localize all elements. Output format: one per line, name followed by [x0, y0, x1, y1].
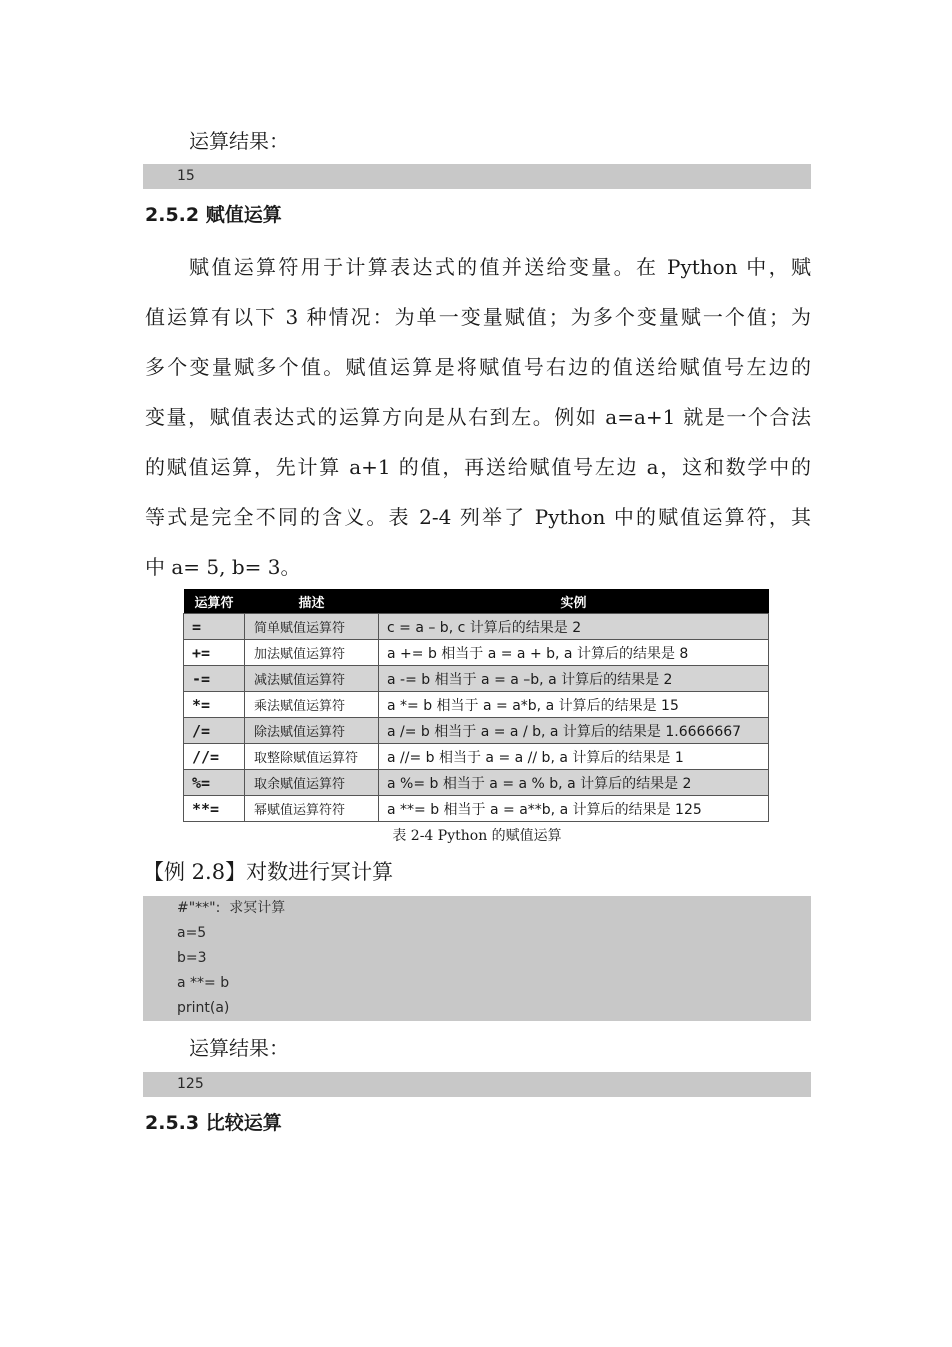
- section-heading: 2.5.2 赋值运算: [145, 204, 282, 226]
- operator-cell: *=: [184, 692, 245, 718]
- example-cell: a -= b 相当于 a = a –b, a 计算后的结果是 2: [379, 666, 769, 692]
- table-row: [184, 770, 769, 796]
- code-line: b=3: [177, 950, 207, 966]
- operator-cell: **=: [184, 796, 245, 822]
- paragraph-line: 值运算有以下 3 种情况：为单一变量赋值；为多个变量赋一个值；为: [145, 305, 811, 329]
- description-cell: 减法赋值运算符: [245, 666, 379, 692]
- table-row: [184, 614, 769, 640]
- result-output-line: 125: [177, 1076, 204, 1092]
- table-row: [184, 744, 769, 770]
- example-cell: c = a – b, c 计算后的结果是 2: [379, 614, 769, 640]
- code-line: a=5: [177, 925, 207, 941]
- example-cell: a /= b 相当于 a = a / b, a 计算后的结果是 1.6666667: [379, 718, 769, 744]
- code-line: a **= b: [177, 975, 230, 991]
- header-operator: 运算符: [184, 589, 245, 614]
- section-heading: 2.5.3 比较运算: [145, 1112, 282, 1134]
- table-row: [184, 666, 769, 692]
- paragraph-line: 赋值运算符用于计算表达式的值并送给变量。在 Python 中，赋: [189, 255, 811, 279]
- example-cell: a *= b 相当于 a = a*b, a 计算后的结果是 15: [379, 692, 769, 718]
- table-row: [184, 718, 769, 744]
- header-description: 描述: [245, 589, 379, 614]
- paragraph-line: 等式是完全不同的含义。表 2-4 列举了 Python 中的赋值运算符，其: [145, 505, 811, 529]
- paragraph-line: 变量，赋值表达式的运算方向是从右到左。例如 a=a+1 就是一个合法: [145, 405, 811, 429]
- header-example: 实例: [379, 589, 769, 614]
- paragraph-line: 多个变量赋多个值。赋值运算是将赋值号右边的值送给赋值号左边的: [145, 355, 811, 379]
- table-caption: 表 2-4 Python 的赋值运算: [392, 828, 562, 844]
- operator-cell: //=: [184, 744, 245, 770]
- table-row: [184, 640, 769, 666]
- example-title: 【例 2.8】对数进行冥计算: [143, 860, 394, 884]
- operator-cell: =: [184, 614, 245, 640]
- example-cell: a //= b 相当于 a = a // b, a 计算后的结果是 1: [379, 744, 769, 770]
- example-cell: a **= b 相当于 a = a**b, a 计算后的结果是 125: [379, 796, 769, 822]
- operator-cell: +=: [184, 640, 245, 666]
- description-cell: 简单赋值运算符: [245, 614, 379, 640]
- body-paragraph: [145, 242, 811, 592]
- description-cell: 幂赋值运算符符: [245, 796, 379, 822]
- result-output-line: 15: [177, 168, 195, 184]
- operator-cell: /=: [184, 718, 245, 744]
- code-line: #"**": 求冥计算: [177, 900, 286, 916]
- description-cell: 乘法赋值运算符: [245, 692, 379, 718]
- table-row: [184, 692, 769, 718]
- result-output-block: [143, 164, 811, 189]
- result-output-block: [143, 1072, 811, 1097]
- paragraph-line: 中 a= 5, b= 3。: [145, 555, 301, 579]
- code-line: print(a): [177, 1000, 230, 1016]
- operator-cell: %=: [184, 770, 245, 796]
- description-cell: 取余赋值运算符: [245, 770, 379, 796]
- description-cell: 加法赋值运算符: [245, 640, 379, 666]
- example-cell: a += b 相当于 a = a + b, a 计算后的结果是 8: [379, 640, 769, 666]
- paragraph-line: 的赋值运算，先计算 a+1 的值，再送给赋值号左边 a，这和数学中的: [145, 455, 811, 479]
- table-header-row: [184, 589, 769, 614]
- description-cell: 取整除赋值运算符: [245, 744, 379, 770]
- table-row: [184, 796, 769, 822]
- result-label: 运算结果：: [189, 1036, 289, 1060]
- assignment-operators-table: [183, 589, 769, 822]
- description-cell: 除法赋值运算符: [245, 718, 379, 744]
- example-cell: a %= b 相当于 a = a % b, a 计算后的结果是 2: [379, 770, 769, 796]
- result-label: 运算结果：: [189, 129, 289, 153]
- code-block: [143, 896, 811, 1021]
- operator-cell: -=: [184, 666, 245, 692]
